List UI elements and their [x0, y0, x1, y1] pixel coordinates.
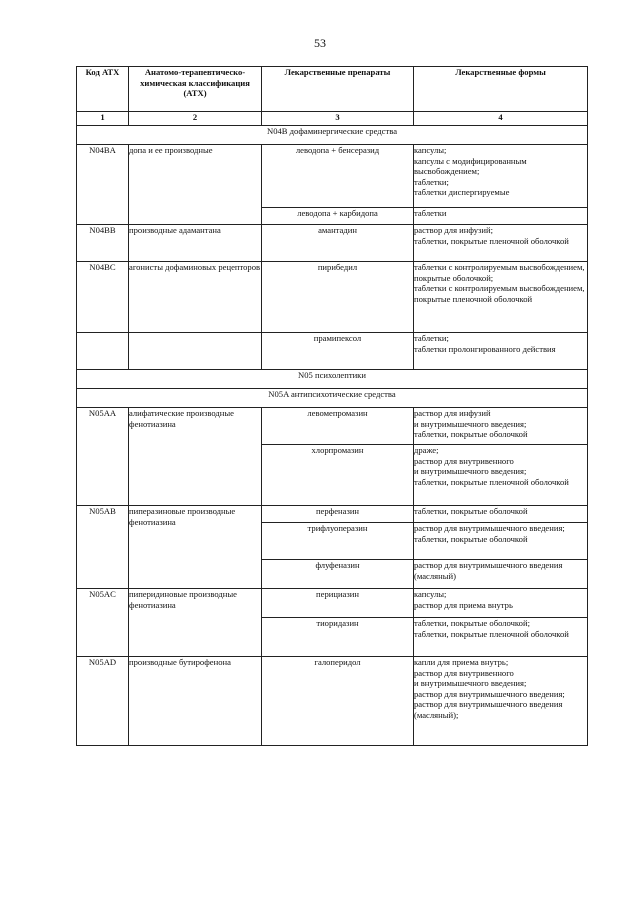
drug-forms — [414, 333, 588, 370]
header-drugs: Лекарственные препараты — [262, 67, 414, 112]
form-line: капсулы с модифицированным высвобождением; — [414, 155, 527, 176]
table-row — [77, 262, 588, 333]
atx-classification: пиперазиновые производные фенотиазина — [129, 506, 262, 589]
header-code: Код АТХ — [77, 67, 129, 112]
drug-forms — [414, 523, 588, 560]
header-forms: Лекарственные формы — [414, 67, 588, 112]
column-number-row — [77, 112, 588, 126]
atx-table — [76, 66, 588, 746]
form-line: таблетки — [414, 208, 447, 218]
atx-classification: производные адамантана — [129, 225, 262, 262]
atx-classification-empty — [129, 333, 262, 370]
form-line: раствор для внутривенного — [414, 455, 514, 466]
atx-classification: агонисты дофаминовых рецепторов — [129, 262, 262, 333]
atx-code: N04BC — [77, 262, 129, 333]
form-line: таблетки с контролируемым высвобождением, покрытые оболочкой; — [414, 262, 585, 283]
drug-forms — [414, 208, 588, 225]
atx-code: N05AB — [77, 506, 129, 589]
drug-name: галоперидол — [262, 657, 414, 746]
form-line: и внутримышечного введения; — [414, 678, 527, 688]
drug-name: прамипексол — [262, 333, 414, 370]
column-number: 4 — [414, 112, 588, 126]
drug-name: тиоридазин — [262, 618, 414, 657]
form-line: раствор для инфузий; — [414, 225, 494, 235]
form-line: таблетки, покрытые пленочной оболочкой — [414, 235, 569, 246]
drug-forms — [414, 408, 588, 445]
drug-name: пирибедил — [262, 262, 414, 333]
form-line: таблетки, покрытые пленочной оболочкой — [414, 476, 569, 487]
section-heading: N05 психолептики — [77, 370, 588, 389]
form-line: капсулы; — [414, 589, 447, 599]
form-line: таблетки пролонгированного действия — [414, 343, 556, 354]
drug-name: флуфеназин — [262, 560, 414, 589]
drug-forms — [414, 445, 588, 506]
column-number: 1 — [77, 112, 129, 126]
page-number: 53 — [314, 36, 326, 50]
table-row — [77, 225, 588, 262]
drug-forms — [414, 560, 588, 589]
section-heading: N05A антипсихотические средства — [77, 389, 588, 408]
drug-forms — [414, 618, 588, 657]
atx-code: N04BA — [77, 145, 129, 225]
section-row — [77, 389, 588, 408]
form-line: раствор для внутривенного — [414, 667, 514, 678]
column-number: 2 — [129, 112, 262, 126]
table-row — [77, 145, 588, 208]
table-row — [77, 589, 588, 618]
form-line: капли для приема внутрь; — [414, 657, 509, 667]
drug-forms — [414, 225, 588, 262]
atx-code: N04BB — [77, 225, 129, 262]
form-line: раствор для внутримышечного введения; — [414, 688, 565, 699]
atx-code: N05AC — [77, 589, 129, 657]
form-line: и внутримышечного введения; — [414, 466, 527, 476]
form-line: и внутримышечного введения; — [414, 418, 527, 429]
form-line: таблетки; — [414, 176, 449, 187]
section-row — [77, 370, 588, 389]
form-line: драже; — [414, 445, 439, 455]
drug-name: перициазин — [262, 589, 414, 618]
form-line: раствор для инфузий — [414, 408, 491, 418]
table-row — [77, 408, 588, 445]
drug-name: амантадин — [262, 225, 414, 262]
form-line: таблетки, покрытые пленочной оболочкой — [414, 628, 569, 639]
form-line: таблетки с контролируемым высвобождением, покрытые пленочной оболочкой — [414, 283, 585, 304]
form-line: таблетки, покрытые оболочкой; — [414, 618, 530, 628]
drug-name: левомепромазин — [262, 408, 414, 445]
drug-forms — [414, 657, 588, 746]
atx-code: N05AD — [77, 657, 129, 746]
form-line: таблетки, покрытые оболочкой — [414, 506, 528, 516]
form-line: раствор для приема внутрь — [414, 599, 513, 610]
atx-classification: алифатические производные фенотиазина — [129, 408, 262, 506]
table-row — [77, 657, 588, 746]
drug-name: трифлуоперазин — [262, 523, 414, 560]
section-heading: N04B дофаминергические средства — [77, 126, 588, 145]
drug-forms — [414, 145, 588, 208]
section-row — [77, 126, 588, 145]
drug-name: леводопа + карбидопа — [262, 208, 414, 225]
drug-name: леводопа + бенсеразид — [262, 145, 414, 208]
form-line: капсулы; — [414, 145, 447, 155]
form-line: раствор для внутримышечного введения; — [414, 523, 565, 533]
form-line: раствор для внутримышечного введения (масляный); — [414, 699, 563, 720]
form-line: таблетки, покрытые оболочкой — [414, 533, 528, 544]
column-number: 3 — [262, 112, 414, 126]
atx-classification: допа и ее производные — [129, 145, 262, 225]
table-row — [77, 506, 588, 523]
atx-classification: производные бутирофенона — [129, 657, 262, 746]
drug-forms — [414, 589, 588, 618]
drug-forms — [414, 506, 588, 523]
atx-classification: пиперидиновые производные фенотиазина — [129, 589, 262, 657]
form-line: таблетки диспергируемые — [414, 187, 510, 197]
header-classification: Анатомо-терапевтическо-химическая классификация (АТХ) — [129, 67, 262, 112]
drug-forms — [414, 262, 588, 333]
drug-name: перфеназин — [262, 506, 414, 523]
form-line: раствор для внутримышечного введения (масляный) — [414, 560, 563, 581]
form-line: таблетки, покрытые оболочкой — [414, 429, 528, 439]
form-line: таблетки; — [414, 333, 449, 343]
table-row — [77, 333, 588, 370]
atx-code: N05AA — [77, 408, 129, 506]
drug-name: хлорпромазин — [262, 445, 414, 506]
header-row — [77, 67, 588, 112]
atx-code-empty — [77, 333, 129, 370]
